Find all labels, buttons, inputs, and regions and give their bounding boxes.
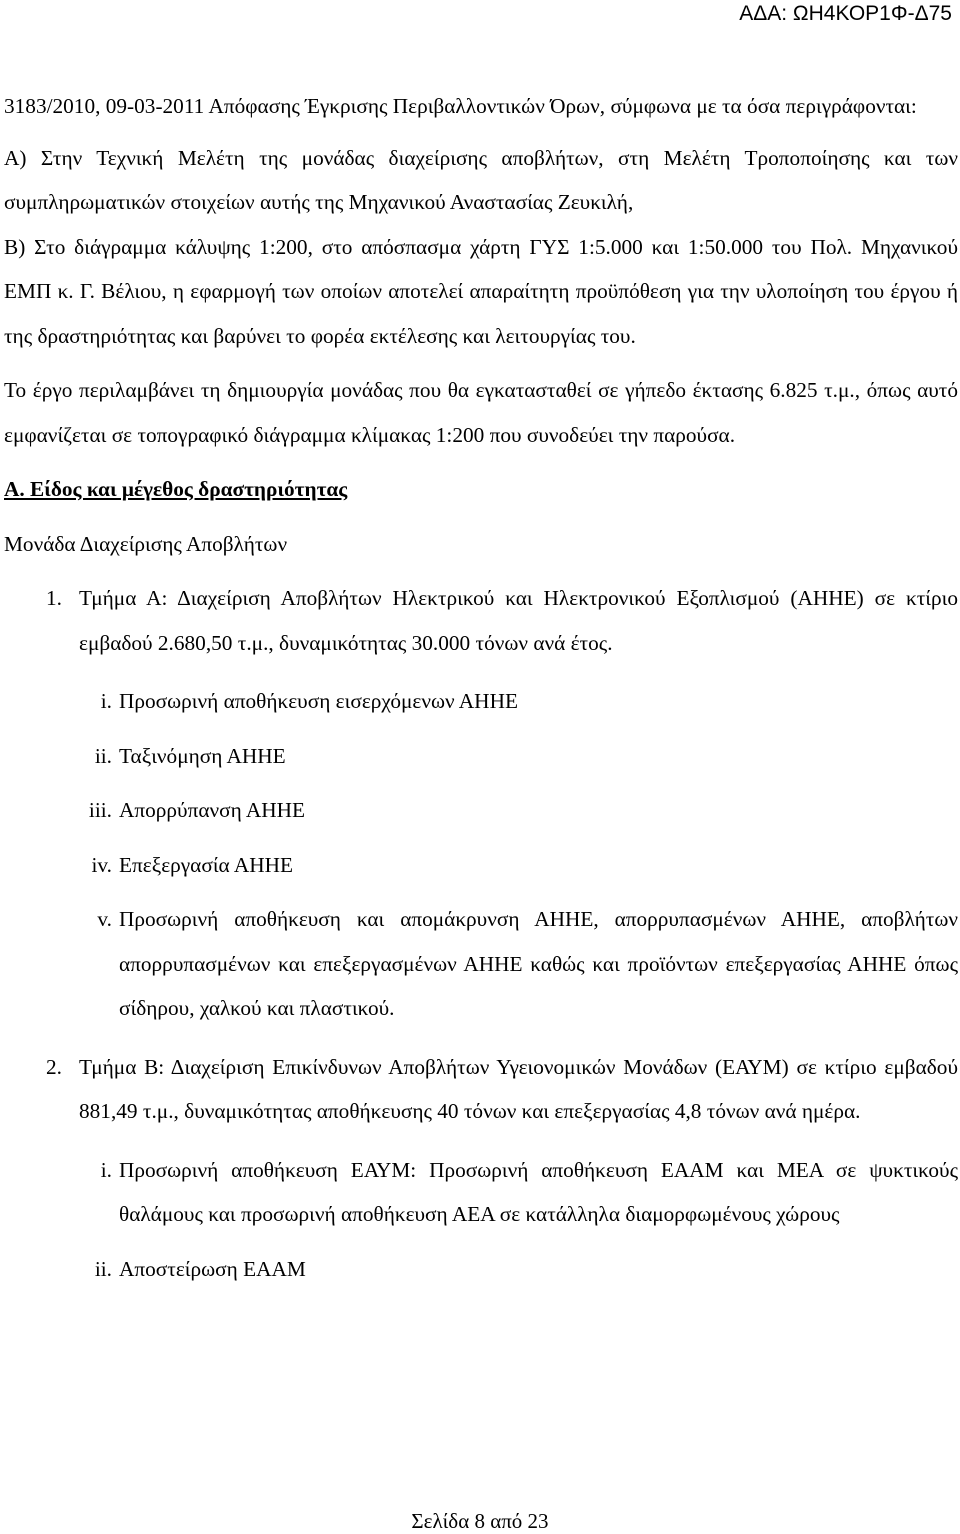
sub-list-item-text: Προσωρινή αποθήκευση ΕΑΥΜ: Προσωρινή αποθήκευση ΕΑΑΜ και ΜΕΑ σε ψυκτικούς θαλάμους και προσωρινή αποθήκευση ΑΕΑ σε κατάλληλα διαμορφωμένους χώρους <box>119 1157 958 1226</box>
list-item <box>4 576 958 665</box>
sub-list-item <box>4 897 958 1031</box>
list-item-number: 2. <box>46 1054 62 1079</box>
paragraph-b: Β) Στο διάγραμμα κάλυψης 1:200, στο απόσπασμα χάρτη ΓΥΣ 1:5.000 και 1:50.000 του Πολ. Μηχανικού ΕΜΠ κ. Γ. Βέλιου, η εφαρμογή των οποίων αποτελεί απαραίτητη προϋπόθεση για την υλοποίηση του έργου ή της δραστηριότητας και βαρύνει το φορέα εκτέλεσης και λειτουργίας του. <box>4 234 958 348</box>
document-body <box>4 84 958 1291</box>
list-item-text: Τμήμα Β: Διαχείριση Επικίνδυνων Αποβλήτων Υγειονομικών Μονάδων (ΕΑΥΜ) σε κτίριο εμβαδού 881,49 τ.μ., δυναμικότητας αποθήκευσης 40 τόνων και επεξεργασίας 4,8 τόνων ανά ημέρα. <box>79 1054 958 1123</box>
sub-list-item-text: Απορρύπανση ΑΗΗΕ <box>119 798 306 822</box>
sub-list-item-number: ii. <box>94 743 112 768</box>
sub-list-item-number: v. <box>97 907 112 931</box>
list-item <box>4 1045 958 1134</box>
sub-list-item <box>4 1148 958 1237</box>
page-number: Σελίδα 8 από 23 <box>411 1509 549 1533</box>
unit-title: Μονάδα Διαχείρισης Αποβλήτων <box>4 531 288 556</box>
sub-list-item-number: ii. <box>94 1256 112 1281</box>
sub-list-item-number: i. <box>100 689 112 713</box>
section-heading-text: Α. Είδος και μέγεθος δραστηριότητας <box>4 477 348 501</box>
intro-paragraph: 3183/2010, 09-03-2011 Απόφασης Έγκρισης Περιβαλλοντικών Όρων, σύμφωνα με τα όσα περιγράφονται: <box>4 94 917 118</box>
sub-list-item <box>4 788 958 833</box>
document-code: ΑΔΑ: ΩΗ4ΚΟΡ1Φ-Δ75 <box>739 2 952 25</box>
sub-list-item <box>4 843 958 888</box>
sub-list-item <box>4 734 958 779</box>
section-heading <box>4 467 958 512</box>
project-paragraph: Το έργο περιλαμβάνει τη δημιουργία μονάδας που θα εγκατασταθεί σε γήπεδο έκτασης 6.825 τ.μ., όπως αυτό εμφανίζεται σε τοπογραφικό διάγραμμα κλίμακας 1:200 που συνοδεύει την παρούσα. <box>4 378 958 447</box>
sub-list-item-text: Προσωρινή αποθήκευση εισερχόμενων ΑΗΗΕ <box>119 689 518 713</box>
sub-list-item-text: Προσωρινή αποθήκευση και απομάκρυνση ΑΗΗΕ, απορρυπασμένων ΑΗΗΕ, αποβλήτων απορρυπασμένων και επεξεργασμένων ΑΗΗΕ καθώς και προϊόντων επεξεργασίας ΑΗΗΕ όπως σίδηρου, χαλκού και πλαστικού. <box>119 907 958 1020</box>
sub-list-item-text: Επεξεργασία ΑΗΗΕ <box>119 852 294 877</box>
sub-list-item <box>4 679 958 724</box>
list-item-number: 1. <box>46 586 62 610</box>
sub-list-item-number: iv. <box>91 852 112 877</box>
sub-list-item-text: Αποστείρωση ΕΑΑΜ <box>119 1256 306 1281</box>
sub-list-item-text: Ταξινόμηση ΑΗΗΕ <box>119 743 286 768</box>
sub-list-item-number: i. <box>100 1157 112 1182</box>
sub-list-item <box>4 1247 958 1292</box>
list-item-text: Τμήμα Α: Διαχείριση Αποβλήτων Ηλεκτρικού και Ηλεκτρονικού Εξοπλισμού (ΑΗΗΕ) σε κτίριο εμβαδού 2.680,50 τ.μ., δυναμικότητας 30.000 τόνων ανά έτος. <box>79 586 958 655</box>
sub-list-item-number: iii. <box>88 798 112 822</box>
paragraph-a: Α) Στην Τεχνική Μελέτη της μονάδας διαχείρισης αποβλήτων, στη Μελέτη Τροποποίησης και των συμπληρωματικών στοιχείων αυτής της Μηχανικού Αναστασίας Ζευκιλή, <box>4 145 958 214</box>
